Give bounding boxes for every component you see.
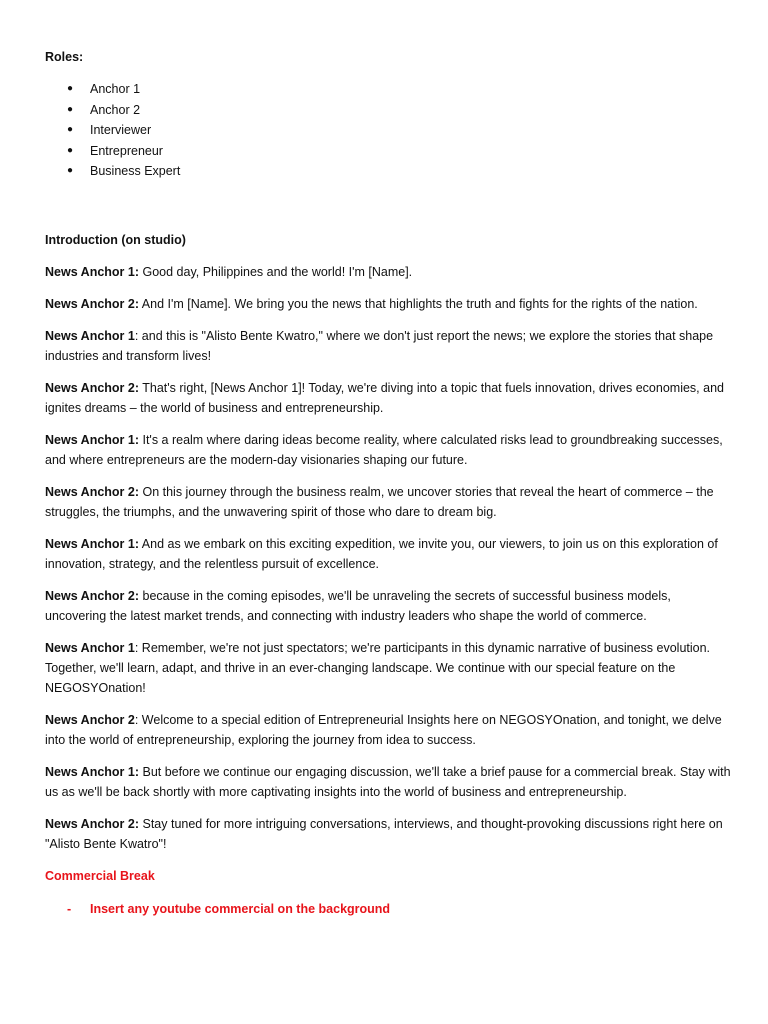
bullet-icon: ● xyxy=(67,83,74,94)
dash-bullet: - xyxy=(67,901,72,916)
speaker-name: News Anchor 2: xyxy=(45,589,140,603)
speaker-name: News Anchor 1: xyxy=(45,537,140,551)
dialogue-line xyxy=(45,710,735,750)
list-item xyxy=(45,161,735,182)
dialogue-text: : Welcome to a special edition of Entrepreneurial Insights here on NEGOSYOnation, and tonight, we delve into the world of entrepreneurship, exploring the journey from idea to success. xyxy=(45,713,722,747)
list-item xyxy=(45,120,735,141)
speaker-name: News Anchor 1: xyxy=(45,765,140,779)
commercial-instruction: Insert any youtube commercial on the background xyxy=(90,901,391,916)
dialogue-text: because in the coming episodes, we'll be unraveling the secrets of successful business models, uncovering the latest market trends, and connecting with industry leaders who shape the world of commerce. xyxy=(45,589,671,623)
bullet-icon: ● xyxy=(67,144,74,156)
dialogue-line xyxy=(45,586,735,626)
dialogue-text: And I'm [Name]. We bring you the news that highlights the truth and fights for the rights of the nation. xyxy=(139,297,698,311)
intro-heading: Introduction (on studio) xyxy=(45,232,186,247)
dialogue-text: Stay tuned for more intriguing conversations, interviews, and thought-provoking discussions right here on "Alisto Bente Kwatro"! xyxy=(45,817,723,851)
dialogue-line xyxy=(45,762,735,802)
dialogue-line xyxy=(45,430,735,470)
dialogue-line xyxy=(45,638,735,698)
list-item xyxy=(45,79,735,100)
speaker-name: News Anchor 1: xyxy=(45,265,140,279)
dialogue-text: But before we continue our engaging discussion, we'll take a brief pause for a commercial break. Stay with us as we'll be back shortly with more captivating insights into the world of business and entrepreneurship. xyxy=(45,765,731,799)
list-item xyxy=(45,141,735,162)
commercial-list xyxy=(45,899,735,919)
dialogue-text: It's a realm where daring ideas become reality, where calculated risks lead to groundbreaking successes, and where entrepreneurs are the modern-day visionaries shaping our future. xyxy=(45,433,723,467)
speaker-name: News Anchor 2: xyxy=(45,297,140,311)
dialogue-line xyxy=(45,482,735,522)
speaker-name: News Anchor 2: xyxy=(45,381,140,395)
dialogue-line xyxy=(45,814,735,854)
dialogue-line xyxy=(45,326,735,366)
dialogue-text: Good day, Philippines and the world! I'm [Name]. xyxy=(139,265,413,279)
speaker-name: News Anchor 2 xyxy=(45,713,135,727)
dialogue-line xyxy=(45,262,735,282)
document-page xyxy=(45,47,735,919)
speaker-name: News Anchor 1 xyxy=(45,641,135,655)
role-label: Interviewer xyxy=(90,123,152,137)
dialogue-line xyxy=(45,378,735,418)
list-item xyxy=(45,899,735,919)
roles-heading: Roles: xyxy=(45,50,84,64)
role-label: Anchor 2 xyxy=(90,102,141,117)
bullet-icon: ● xyxy=(67,103,74,115)
dialogue-text: That's right, [News Anchor 1]! Today, we're diving into a topic that fuels innovation, drives economies, and ignites dreams – the world of business and entrepreneurship. xyxy=(45,381,724,415)
dialogue-line xyxy=(45,294,735,314)
speaker-name: News Anchor 1: xyxy=(45,433,140,447)
speaker-name: News Anchor 1 xyxy=(45,329,135,343)
bullet-icon: ● xyxy=(67,124,74,135)
roles-list xyxy=(45,79,735,182)
dialogue-text: And as we embark on this exciting expedition, we invite you, our viewers, to join us on this exploration of innovation, strategy, and the relentless pursuit of excellence. xyxy=(45,537,718,571)
speaker-name: News Anchor 2: xyxy=(45,817,140,831)
role-label: Anchor 1 xyxy=(90,82,141,96)
speaker-name: News Anchor 2: xyxy=(45,485,140,499)
list-item xyxy=(45,100,735,121)
dialogue-text: On this journey through the business realm, we uncover stories that reveal the heart of commerce – the struggles, the triumphs, and the unwavering spirit of those who dare to dream big. xyxy=(45,485,714,519)
bullet-icon: ● xyxy=(67,165,74,176)
role-label: Entrepreneur xyxy=(90,143,163,158)
dialogue-line xyxy=(45,534,735,574)
dialogue-text: : Remember, we're not just spectators; we're participants in this dynamic narrative of business evolution. Together, we'll learn, adapt, and thrive in an ever-changing landscape. We continue with our special feature on the NEGOSYOnation! xyxy=(45,641,711,695)
role-label: Business Expert xyxy=(90,164,181,178)
dialogue-text: : and this is "Alisto Bente Kwatro," where we don't just report the news; we explore the stories that shape industries and transform lives! xyxy=(45,329,714,363)
commercial-break-heading: Commercial Break xyxy=(45,869,155,883)
